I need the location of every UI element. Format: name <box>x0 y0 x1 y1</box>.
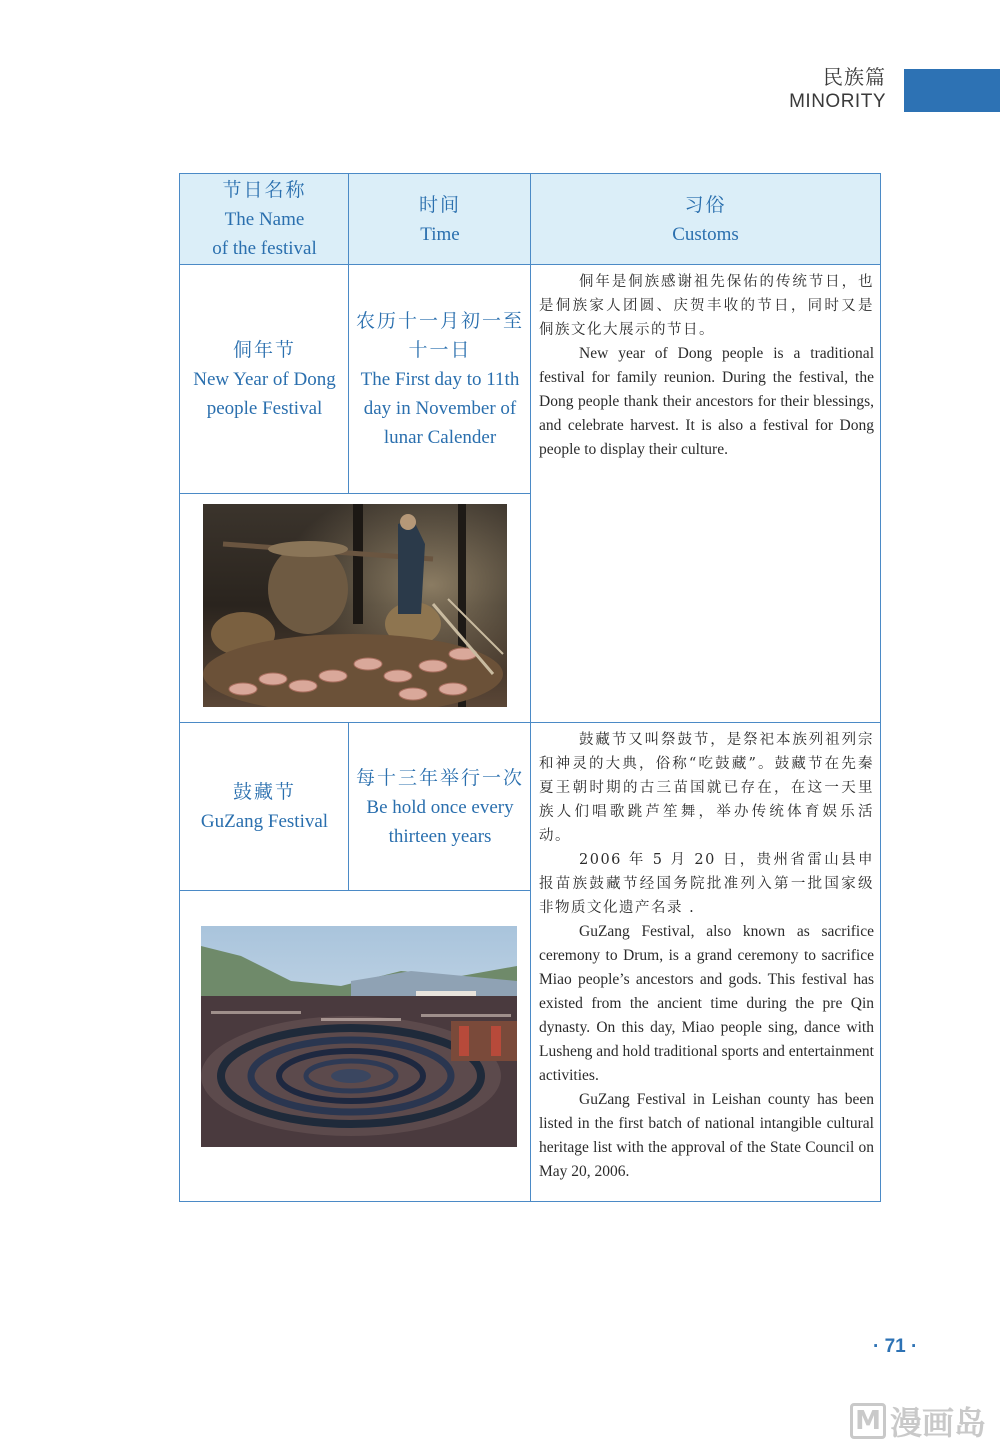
row2-time-en1: Be hold once every <box>366 796 514 818</box>
grid-line <box>180 890 531 891</box>
row1-name-en1: New Year of Dong <box>193 369 336 390</box>
header-time-cell <box>349 174 531 265</box>
header-time-zh: 时间 <box>418 193 461 216</box>
row1-customs-en: New year of Dong people is a traditional festival for family reunion. During the festival, the Dong people thank their ancestors for their blessings, and celebrate harvest. It is also a festival for Dong people to display their culture. <box>539 345 874 458</box>
watermark-text: 漫画岛 <box>890 1404 987 1442</box>
row2-customs-en1: GuZang Festival, also known as sacrifice ceremony to Drum, is a grand ceremony to sacrifice Miao people’s ancestors and gods. This festival has existed from the ancient time during the pre Qin dynasty. On this day, Miao people sing, dance with Lusheng and hold traditional sports and entertainment activities. <box>539 923 874 1084</box>
header-customs-cell <box>531 174 880 265</box>
row2-customs-zh2: 2006 年 5 月 20 日，贵州省雷山县申报苗族鼓藏节经国务院批准列入第一批国家级非物质文化遗产名录 . <box>539 852 874 916</box>
header-name-en1: The Name <box>224 209 305 230</box>
header-customs-en: Customs <box>672 223 739 245</box>
header-name-cell <box>180 174 349 265</box>
row2-time-en2: thirteen years <box>388 825 492 847</box>
grid-line <box>530 174 531 1201</box>
page-number: · 71 · <box>873 1336 918 1357</box>
row2-name-zh: 鼓藏节 <box>232 781 296 803</box>
row1-time-en1: The First day to 11th <box>360 369 520 390</box>
dong-new-year-photo <box>203 504 507 707</box>
row1-time-zh2: 十一日 <box>408 339 472 361</box>
row1-name-cell <box>180 265 349 494</box>
grid-line <box>348 722 349 890</box>
row2-time-cell <box>349 723 531 891</box>
row1-time-en2: day in November of <box>363 398 517 419</box>
header-time-en: Time <box>420 223 460 245</box>
header-name-en2: of the festival <box>212 238 317 259</box>
grid-line <box>180 493 531 494</box>
header-customs-zh: 习俗 <box>684 193 727 216</box>
guzang-festival-photo <box>201 926 517 1147</box>
watermark-logo <box>850 1398 986 1444</box>
watermark-icon: M <box>850 1403 886 1439</box>
row1-name-en2: people Festival <box>206 398 323 419</box>
section-header <box>789 66 886 114</box>
section-title-en: MINORITY <box>789 91 886 112</box>
header-name-zh: 节日名称 <box>222 179 307 201</box>
row1-name-zh: 侗年节 <box>232 339 296 361</box>
row2-customs-zh1: 鼓藏节又叫祭鼓节，是祭祀本族列祖列宗和神灵的大典，俗称“吃鼓藏”。鼓藏节在先秦夏王朝时期的古三苗国就已存在，在这一天里族人们唱歌跳芦笙舞，举办传统体育娱乐活动。 <box>539 732 874 844</box>
row1-time-cell <box>349 265 531 494</box>
section-accent-bar <box>904 69 1000 112</box>
row2-customs-cell <box>531 728 881 1184</box>
row1-customs-zh: 侗年是侗族感谢祖先保佑的传统节日，也是侗族家人团圆、庆贺丰收的节日，同时又是侗族文化大展示的节日。 <box>539 274 874 338</box>
row2-customs-en2: GuZang Festival in Leishan county has been listed in the first batch of national intangible cultural heritage list with the approval of the State Council on May 20, 2006. <box>539 1091 874 1180</box>
row1-customs-cell <box>531 270 881 462</box>
row1-time-en3: lunar Calender <box>383 427 497 448</box>
row2-time-zh: 每十三年举行一次 <box>355 766 524 789</box>
row2-name-en: GuZang Festival <box>200 811 329 832</box>
festival-table <box>179 173 881 1202</box>
row2-name-cell <box>180 723 349 891</box>
grid-line <box>348 174 349 493</box>
row1-time-zh1: 农历十一月初一至 <box>355 310 524 332</box>
section-title-zh: 民族篇 <box>823 67 886 89</box>
